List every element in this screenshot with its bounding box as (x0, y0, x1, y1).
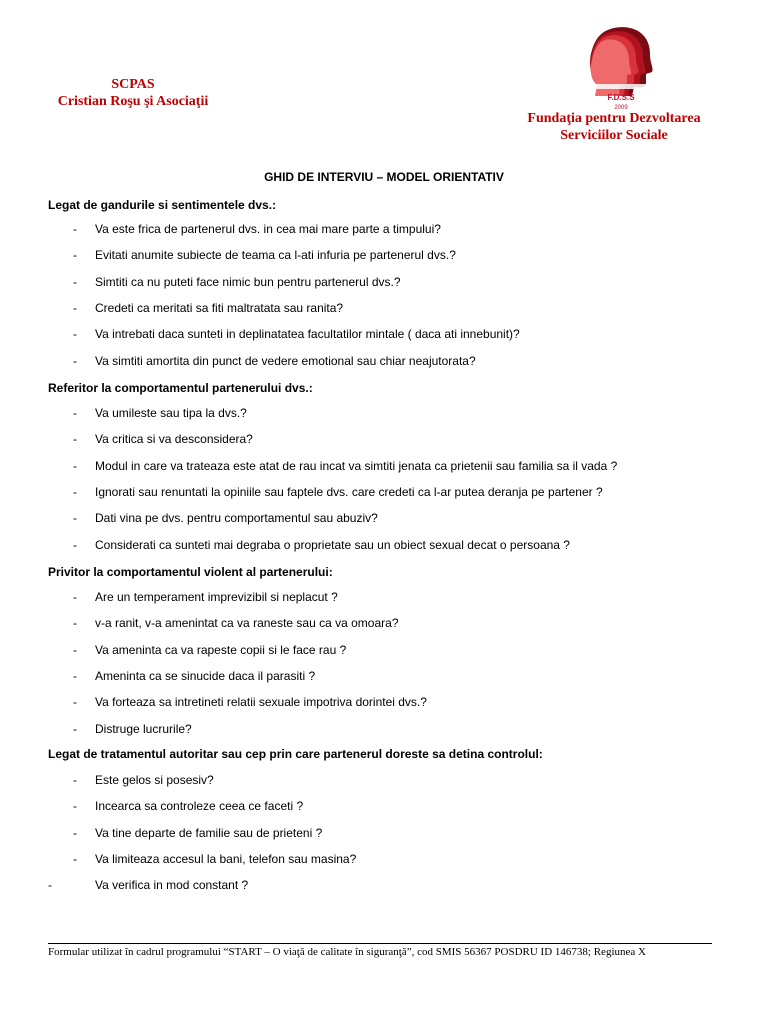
question-text: Simtiti ca nu puteti face nimic bun pentru partenerul dvs.? (95, 275, 401, 289)
question-text: Va este frica de partenerul dvs. in cea mai mare parte a timpului? (95, 222, 441, 236)
fdss-name-line1: Fundaţia pentru Dezvoltarea (527, 111, 701, 126)
section-heading: Privitor la comportamentul violent al partenerului: (48, 565, 333, 579)
bullet-dash: - (73, 275, 77, 289)
bullet-dash: - (73, 773, 77, 787)
question-text: Va critica si va desconsidera? (95, 432, 253, 446)
bullet-dash: - (73, 695, 77, 709)
question-text: Va umileste sau tipa la dvs.? (95, 406, 247, 420)
section-heading: Referitor la comportamentul partenerului dvs.: (48, 381, 313, 395)
bullet-dash: - (73, 722, 77, 736)
footer-divider (48, 943, 712, 944)
bullet-dash: - (73, 826, 77, 840)
question-text: Va verifica in mod constant ? (95, 878, 249, 892)
document-title: GHID DE INTERVIU – MODEL ORIENTATIV (264, 170, 504, 184)
question-text: Credeti ca meritati sa fiti maltratata sau ranita? (95, 301, 344, 315)
bullet-dash: - (73, 511, 77, 525)
logo-text: F.D.S.S (607, 93, 635, 102)
bullet-dash: - (73, 643, 77, 657)
question-text: Va intrebati daca sunteti in deplinatatea facultatilor mintale ( daca ati innebunit)? (95, 327, 520, 341)
scpas-header (48, 76, 218, 110)
scpas-subtitle: Cristian Roşu şi Asociaţii (57, 94, 209, 109)
bullet-dash: - (73, 485, 77, 499)
scpas-name: SCPAS (111, 77, 155, 92)
question-text: Incearca sa controleze ceea ce faceti ? (95, 799, 304, 813)
question-text: Are un temperament imprevizibil si neplacut ? (95, 590, 338, 604)
question-text: Dati vina pe dvs. pentru comportamentul sau abuziv? (95, 511, 378, 525)
fdss-header (508, 110, 720, 144)
bullet-dash: - (73, 406, 77, 420)
bullet-dash: - (73, 538, 77, 552)
bullet-dash: - (73, 669, 77, 683)
bullet-dash: - (73, 248, 77, 262)
section-heading: Legat de tratamentul autoritar sau cep prin care partenerul doreste sa detina controlul: (48, 747, 543, 761)
question-text: Evitati anumite subiecte de teama ca l-ati infuria pe partenerul dvs.? (95, 248, 456, 262)
bullet-dash: - (73, 354, 77, 368)
bullet-dash: - (48, 878, 52, 892)
question-text: Distruge lucrurile? (95, 722, 192, 736)
question-text: Considerati ca sunteti mai degraba o proprietate sau un obiect sexual decat o persoana ? (95, 538, 570, 552)
question-text: Ignorati sau renuntati la opiniile sau faptele dvs. care credeti ca l-ar putea deranja pe partener ? (95, 485, 603, 499)
bullet-dash: - (73, 222, 77, 236)
footer-note: Formular utilizat în cadrul programului “START – O viaţă de calitate în siguranţă”, cod SMIS 56367 POSDRU ID 146738; Regiunea X (48, 946, 646, 958)
question-text: Modul in care va trateaza este atat de rau incat va simtiti jenata ca prietenii sau familia sa il vada ? (95, 459, 618, 473)
question-text: Va ameninta ca va rapeste copii si le face rau ? (95, 643, 347, 657)
question-text: Va forteaza sa intretineti relatii sexuale impotriva dorintei dvs.? (95, 695, 427, 709)
fdss-name-line2: Serviciilor Sociale (560, 128, 668, 143)
bullet-dash: - (73, 301, 77, 315)
section-heading: Legat de gandurile si sentimentele dvs.: (48, 198, 277, 212)
question-text: v-a ranit, v-a amenintat ca va raneste sau ca va omoara? (95, 616, 399, 630)
bullet-dash: - (73, 799, 77, 813)
bullet-dash: - (73, 852, 77, 866)
fdss-logo (584, 24, 658, 112)
question-text: Este gelos si posesiv? (95, 773, 214, 787)
question-text: Va simtiti amortita din punct de vedere emotional sau chiar neajutorata? (95, 354, 476, 368)
bullet-dash: - (73, 327, 77, 341)
bullet-dash: - (73, 616, 77, 630)
bullet-dash: - (73, 459, 77, 473)
question-text: Va limiteaza accesul la bani, telefon sau masina? (95, 852, 357, 866)
bullet-dash: - (73, 590, 77, 604)
bullet-dash: - (73, 432, 77, 446)
question-text: Va tine departe de familie sau de prieteni ? (95, 826, 323, 840)
logo-year: 2009 (614, 105, 628, 111)
question-text: Ameninta ca se sinucide daca il parasiti ? (95, 669, 316, 683)
